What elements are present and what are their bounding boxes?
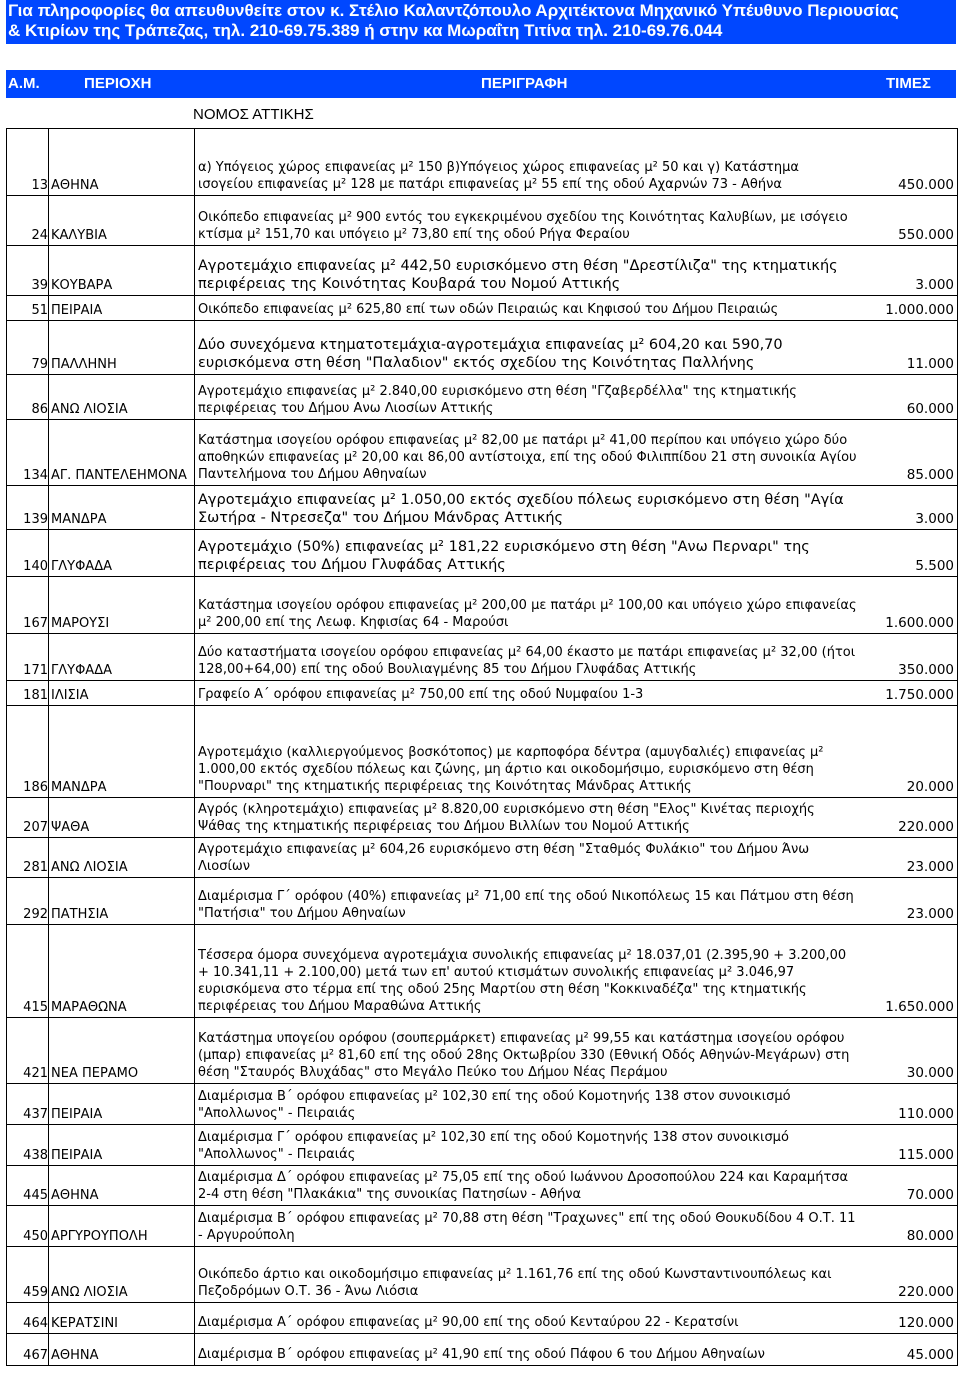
- row-description: Αγροτεμάχιο (καλλιεργούμενος βοσκότοπος) με καρποφόρα δέντρα (αμυγδαλιές) επιφανείας μ² 1.000,00 εκτός σχεδίου πόλεως και ζώνης, μη άρτιο και οικοδομήσιμο, ευρισκόμενο στη θέση "Πουρναρι" της κτηματικής περιφέρειας της Κοινότητας Μάνδρας Αττικής: [198, 745, 824, 794]
- table-row: [6, 577, 958, 634]
- table-row: [6, 878, 958, 925]
- table-row: [6, 1018, 958, 1084]
- row-number: 51: [31, 303, 48, 318]
- row-area: ΜΑΝΔΡΑ: [51, 780, 107, 795]
- row-area: ΑΘΗΝΑ: [51, 1348, 99, 1363]
- table-row: [6, 196, 958, 246]
- row-description: Οικόπεδο επιφανείας μ² 900 εντός του εγκεκριμένου σχεδίου της Κοινότητας Καλυβίων, με ισόγειο κτίσμα μ² 151,70 και υπόγειο μ² 73,80 επί της οδού Ρήγα Φεραίου: [198, 210, 848, 242]
- row-description: Τέσσερα όμορα συνεχόμενα αγροτεμάχια συνολικής επιφανείας μ² 18.037,01 (2.395,90 + 3.200,00 + 10.341,11 + 2.100,00) μετά των επ' αυτού κτισμάτων συνολικής επιφανείας μ² 3.046,97 ευρισκόμενα στο τέρμα επί της οδού 25ης Μαρτίου στη θέση "Κοκκιναδέζα" της κτηματικής περιφέρειας του Δήμου Μαραθώνα Αττικής: [198, 948, 847, 1014]
- row-number: 167: [23, 616, 48, 631]
- table-row: [6, 634, 958, 681]
- row-price: 30.000: [906, 1065, 954, 1081]
- row-description: Δύο καταστήματα ισογείου ορόφου επιφανείας μ² 64,00 έκαστο με πατάρι επιφανείας μ² 32,00 (ήτοι 128,00+64,00) επί της οδού Βουλιαγμένης 85 του Δήμου Γλυφάδας Αττικής: [198, 645, 856, 677]
- row-number: 464: [23, 1316, 48, 1331]
- row-description: Κατάστημα ισογείου ορόφου επιφανείας μ² 200,00 με πατάρι μ² 100,00 και υπόγειο χώρο επιφανείας μ² 200,00 επί της Λεωφ. Κηφισίας 64 - Μαρούσι: [198, 598, 857, 630]
- table-row: [6, 246, 958, 296]
- row-number: 39: [31, 278, 48, 293]
- row-number: 13: [31, 178, 48, 193]
- table-row: [6, 1206, 958, 1247]
- row-area: ΠΕΙΡΑΙΑ: [51, 1107, 103, 1122]
- column-area: ΠΕΡΙΟΧΗ: [84, 75, 152, 92]
- row-area: ΑΝΩ ΛΙΟΣΙΑ: [51, 860, 128, 875]
- row-number: 415: [23, 1000, 48, 1015]
- table-row: [6, 706, 958, 798]
- row-number: 438: [23, 1148, 48, 1163]
- row-description: Αγροτεμάχιο επιφανείας μ² 442,50 ευρισκόμενο στη θέση "Δρεστίλιζα" της κτηματικής περιφέρειας της Κοινότητας Κουβαρά του Νομού Αττικής: [198, 258, 838, 292]
- row-price: 550.000: [898, 227, 954, 243]
- row-number: 181: [23, 688, 48, 703]
- table-row: [6, 838, 958, 878]
- table-row: [6, 486, 958, 530]
- row-description: Γραφείο Α΄ ορόφου επιφανείας μ² 750,00 επί της οδού Νυμφαίου 1-3: [198, 687, 644, 702]
- row-area: ΑΘΗΝΑ: [51, 1188, 99, 1203]
- row-number: 437: [23, 1107, 48, 1122]
- column-am: Α.Μ.: [8, 75, 40, 92]
- table-row: [6, 681, 958, 706]
- row-area: ΜΑΡΑΘΩΝΑ: [51, 1000, 127, 1015]
- row-price: 3.000: [915, 511, 954, 527]
- row-area: ΑΓ. ΠΑΝΤΕΛΕΗΜΟΝΑ: [51, 468, 187, 483]
- row-number: 134: [23, 468, 48, 483]
- row-price: 80.000: [906, 1228, 954, 1244]
- row-area: ΜΑΡΟΥΣΙ: [51, 616, 110, 631]
- row-area: ΚΟΥΒΑΡΑ: [51, 278, 113, 293]
- table-left-border: [6, 128, 7, 1365]
- row-area: ΠΑΤΗΣΙΑ: [51, 907, 109, 922]
- row-number: 86: [31, 402, 48, 417]
- row-area: ΜΑΝΔΡΑ: [51, 512, 107, 527]
- row-description: Διαμέρισμα Β΄ ορόφου επιφανείας μ² 70,88 στη θέση "Τραχωνες" επί της οδού Θουκυδίδου 4 Ο.Τ. 11 - Αργυρούπολη: [198, 1211, 856, 1243]
- row-price: 110.000: [898, 1106, 954, 1122]
- row-number: 171: [23, 663, 48, 678]
- row-description: Διαμέρισμα Α΄ ορόφου επιφανείας μ² 90,00 επί της οδού Κενταύρου 22 - Κερατσίνι: [198, 1315, 739, 1330]
- property-table: [6, 128, 958, 1366]
- row-price: 60.000: [906, 401, 954, 417]
- row-description: Αγροτεμάχιο επιφανείας μ² 1.050,00 εκτός σχεδίου πόλεως ευρισκόμενο στη θέση "Αγία Σωτήρα - Ντρεσεζα" του Δήμου Μάνδρας Αττικής: [198, 492, 844, 526]
- row-number: 445: [23, 1188, 48, 1203]
- row-number: 207: [23, 820, 48, 835]
- row-description: Διαμέρισμα Β΄ ορόφου επιφανείας μ² 102,30 επί της οδού Κομοτηνής 138 στον συνοικισμό "Απολλωνος" - Πειραιάς: [198, 1089, 791, 1121]
- table-row: [6, 1334, 958, 1366]
- row-number: 79: [31, 357, 48, 372]
- table-row: [6, 1084, 958, 1125]
- row-price: 350.000: [898, 662, 954, 678]
- row-price: 23.000: [906, 859, 954, 875]
- column-divider: [194, 129, 195, 1366]
- row-area: ΠΕΙΡΑΙΑ: [51, 303, 103, 318]
- table-row: [6, 798, 958, 838]
- row-area: ΙΛΙΣΙΑ: [51, 688, 89, 703]
- table-row: [6, 1166, 958, 1206]
- row-area: ΝΕΑ ΠΕΡΑΜΟ: [51, 1066, 139, 1081]
- row-price: 1.650.000: [885, 999, 954, 1015]
- row-description: Διαμέρισμα Β΄ ορόφου επιφανείας μ² 41,90 επί της οδού Πάφου 6 του Δήμου Αθηναίων: [198, 1347, 765, 1362]
- row-number: 450: [23, 1229, 48, 1244]
- row-area: ΠΕΙΡΑΙΑ: [51, 1148, 103, 1163]
- row-price: 45.000: [906, 1347, 954, 1363]
- table-row: [6, 530, 958, 577]
- row-price: 120.000: [898, 1315, 954, 1331]
- row-number: 467: [23, 1348, 48, 1363]
- row-number: 140: [23, 559, 48, 574]
- row-description: Αγροτεμάχιο (50%) επιφανείας μ² 181,22 ευρισκόμενο στη θέση "Ανω Περναρι" της περιφέρειας του Δήμου Γλυφάδας Αττικής: [198, 539, 810, 573]
- row-price: 1.000.000: [885, 302, 954, 318]
- info-header: [6, 0, 956, 44]
- header-line-1: Για πληροφορίες θα απευθυνθείτε στον κ. Στέλιο Καλαντζόπουλο Αρχιτέκτονα Μηχανικό Υπέυθυνο Περιουσίας: [8, 1, 899, 20]
- column-header-bar: [6, 70, 956, 98]
- row-price: 115.000: [898, 1147, 954, 1163]
- column-divider: [957, 129, 958, 1366]
- row-area: ΓΛΥΦΑΔΑ: [51, 663, 112, 678]
- row-description: Κατάστημα ισογείου ορόφου επιφανείας μ² 82,00 με πατάρι μ² 41,00 περίπου και υπόγειο χώρο δύο αποθηκών επιφανείας μ² 20,00 και 86,00 αντίστοιχα, επί της οδού Φιλιππίδου 21 στη συνοικία Αγίου Παντελήμονα του Δήμου Αθηναίων: [198, 433, 857, 482]
- row-area: ΚΑΛΥΒΙΑ: [51, 228, 107, 243]
- row-description: α) Υπόγειος χώρος επιφανείας μ² 150 β)Υπόγειος χώρος επιφανείας μ² 50 και γ) Κατάστημα ισογείου επιφανείας μ² 128 με πατάρι επιφανείας μ² 55 επί της οδού Αχαρνών 73 - Αθήνα: [198, 160, 799, 192]
- row-price: 70.000: [906, 1187, 954, 1203]
- table-row: [6, 296, 958, 321]
- row-description: Δύο συνεχόμενα κτηματοτεμάχια-αγροτεμάχια επιφανείας μ² 604,20 και 590,70 ευρισκόμενα στη θέση "Παλαδιον" εκτός σχεδίου της Κοινότητας Παλλήνης: [198, 337, 783, 371]
- table-row: [6, 375, 958, 420]
- row-price: 450.000: [898, 177, 954, 193]
- row-area: ΑΝΩ ΛΙΟΣΙΑ: [51, 402, 128, 417]
- row-area: ΑΝΩ ΛΙΟΣΙΑ: [51, 1285, 128, 1300]
- row-number: 281: [23, 860, 48, 875]
- header-line-2: & Κτιρίων της Τράπεζας, τηλ. 210-69.75.389 ή στην κα Μωραΐτη Τιτίνα τηλ. 210-69.76.044: [8, 21, 723, 40]
- row-price: 220.000: [898, 1284, 954, 1300]
- row-price: 85.000: [906, 467, 954, 483]
- row-price: 23.000: [906, 906, 954, 922]
- section-title: ΝΟΜΟΣ ΑΤΤΙΚΗΣ: [193, 106, 314, 123]
- row-description: Κατάστημα υπογείου ορόφου (σουπερμάρκετ) επιφανείας μ² 99,55 και κατάστημα ισογείου ορόφου (μπαρ) επιφανείας μ² 81,60 επί της οδού 28ης Οκτωβρίου 330 (Εθνική Οδός Αθηνών-Μεγάρων) στη θέση "Σταυρός Βλυχάδας" στο Μεγάλο Πεύκο του Δήμου Νέας Περάμου: [198, 1031, 850, 1080]
- row-area: ΚΕΡΑΤΣΙΝΙ: [51, 1316, 119, 1331]
- row-number: 139: [23, 512, 48, 527]
- row-description: Οικόπεδο επιφανείας μ² 625,80 επί των οδών Πειραιώς και Κηφισού του Δήμου Πειραιώς: [198, 302, 779, 317]
- row-price: 3.000: [915, 277, 954, 293]
- row-area: ΑΡΓΥΡΟΥΠΟΛΗ: [51, 1229, 148, 1244]
- table-row: [6, 925, 958, 1018]
- table-row: [6, 1125, 958, 1166]
- table-row: [6, 321, 958, 375]
- row-description: Διαμέρισμα Γ΄ ορόφου επιφανείας μ² 102,30 επί της οδού Κομοτηνής 138 στον συνοικισμό "Απολλωνος" - Πειραιάς: [198, 1130, 789, 1162]
- row-price: 11.000: [906, 356, 954, 372]
- row-description: Διαμέρισμα Γ΄ ορόφου (40%) επιφανείας μ² 71,00 επί της οδού Νικοπόλεως 15 και Πάτμου στη θέση "Πατήσια" του Δήμου Αθηναίων: [198, 889, 854, 921]
- row-area: ΨΑΘΑ: [51, 820, 90, 835]
- row-price: 1.750.000: [885, 687, 954, 703]
- row-price: 20.000: [906, 779, 954, 795]
- row-description: Διαμέρισμα Δ΄ ορόφου επιφανείας μ² 75,05 επί της οδού Ιωάννου Δροσοπούλου 224 και Καραμήτσα 2-4 στη θέση "Πλακάκια" της συνοικίας Πατησίων - Αθήνα: [198, 1170, 849, 1202]
- table-row: [6, 1247, 958, 1303]
- column-desc: ΠΕΡΙΓΡΑΦΗ: [481, 75, 568, 92]
- row-area: ΠΑΛΛΗΝΗ: [51, 357, 117, 372]
- row-area: ΑΘΗΝΑ: [51, 178, 99, 193]
- row-price: 5.500: [915, 558, 954, 574]
- column-price: ΤΙΜΕΣ: [886, 75, 931, 92]
- row-description: Αγροτεμάχιο επιφανείας μ² 2.840,00 ευρισκόμενο στη θέση "Γζαβερδέλλα" της κτηματικής περιφέρειας του Δήμου Ανω Λιοσίων Αττικής: [198, 384, 797, 416]
- row-description: Αγροτεμάχιο επιφανείας μ² 604,26 ευρισκόμενο στη θέση "Σταθμός Φυλάκιο" του Δήμου Άνω Λιοσίων: [198, 842, 810, 874]
- column-divider: [48, 129, 49, 1366]
- row-number: 292: [23, 907, 48, 922]
- row-price: 220.000: [898, 819, 954, 835]
- table-row: [6, 1303, 958, 1334]
- row-price: 1.600.000: [885, 615, 954, 631]
- row-description: Οικόπεδο άρτιο και οικοδομήσιμο επιφανείας μ² 1.161,76 επί της οδού Κωνσταντινουπόλεως και Πεζοδρόμων Ο.Τ. 36 - Άνω Λιόσια: [198, 1267, 832, 1299]
- row-area: ΓΛΥΦΑΔΑ: [51, 559, 112, 574]
- row-number: 24: [31, 228, 48, 243]
- table-row: [6, 129, 958, 196]
- row-number: 459: [23, 1285, 48, 1300]
- row-number: 186: [23, 780, 48, 795]
- table-row: [6, 420, 958, 486]
- row-description: Αγρός (κληροτεμάχιο) επιφανείας μ² 8.820,00 ευρισκόμενο στη θέση "Ελος" Κινέτας περιοχής Ψάθας της κτηματικής περιφέρειας του Δήμου Βιλλίων του Νομού Αττικής: [198, 802, 815, 834]
- row-number: 421: [23, 1066, 48, 1081]
